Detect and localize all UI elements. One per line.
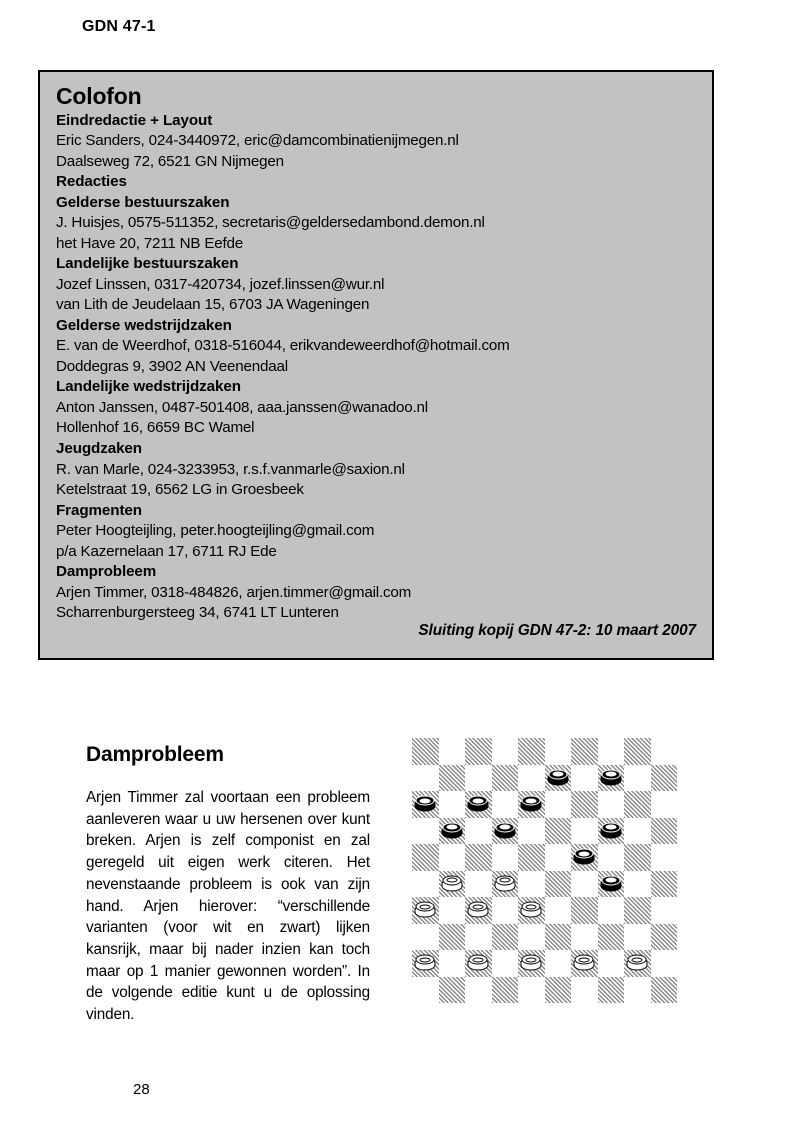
board-square-dark — [598, 977, 625, 1004]
colofon-subheading: Gelderse bestuurszaken — [56, 193, 230, 211]
board-square-light — [545, 897, 572, 924]
board-square-dark — [571, 791, 598, 818]
board-square-dark — [545, 977, 572, 1004]
colofon-text-line: het Have 20, 7211 NB Eefde — [56, 234, 244, 252]
board-square-dark — [545, 765, 572, 792]
board-square-dark — [518, 738, 545, 765]
board-square-dark — [465, 950, 492, 977]
colofon-text-line: J. Huisjes, 0575-511352, secretaris@geldersedambond.demon.nl — [56, 214, 485, 232]
board-square-dark — [571, 738, 598, 765]
board-square-dark — [624, 897, 651, 924]
colofon-subheading: Eindredactie + Layout — [56, 111, 213, 129]
board-square-dark — [598, 818, 625, 845]
board-square-dark — [598, 924, 625, 951]
board-square-light — [439, 950, 466, 977]
piece-center — [420, 798, 431, 803]
board-square-light — [439, 791, 466, 818]
piece-center — [473, 957, 484, 962]
board-square-light — [518, 977, 545, 1004]
board-square-light — [545, 844, 572, 871]
board-square-light — [624, 871, 651, 898]
piece-center — [420, 904, 431, 909]
colofon-text-line: Jozef Linssen, 0317-420734, jozef.linssen@wur.nl — [56, 275, 385, 293]
board-square-dark — [518, 950, 545, 977]
board-square-light — [545, 950, 572, 977]
board-square-dark — [412, 791, 439, 818]
board-square-light — [439, 738, 466, 765]
board-square-light — [492, 897, 519, 924]
piece-center — [579, 851, 590, 856]
board-square-dark — [465, 791, 492, 818]
white-piece — [441, 875, 462, 892]
board-square-dark — [412, 950, 439, 977]
colofon-text-line: Ketelstraat 19, 6562 LG in Groesbeek — [56, 481, 304, 499]
colofon-box — [38, 70, 714, 660]
board-square-dark — [492, 818, 519, 845]
board-square-dark — [439, 977, 466, 1004]
board-square-dark — [518, 844, 545, 871]
page-title: GDN 47-1 — [82, 18, 156, 35]
board-square-dark — [465, 844, 492, 871]
board-square-light — [651, 791, 678, 818]
board-square-light — [545, 791, 572, 818]
colofon-text-line: Peter Hoogteijling, peter.hoogteijling@gmail.com — [56, 522, 375, 540]
board-square-light — [651, 844, 678, 871]
board-square-dark — [651, 871, 678, 898]
board-square-light — [492, 738, 519, 765]
board-square-light — [598, 897, 625, 924]
colofon-subheading: Damprobleem — [56, 563, 157, 581]
colofon-text-line: Eric Sanders, 024-3440972, eric@damcombinatienijmegen.nl — [56, 132, 459, 150]
board-square-light — [598, 844, 625, 871]
black-piece — [521, 796, 542, 813]
colofon-text-line: Daalseweg 72, 6521 GN Nijmegen — [56, 152, 284, 170]
piece-center — [446, 878, 457, 883]
board-square-dark — [624, 738, 651, 765]
board-square-light — [545, 738, 572, 765]
board-square-light — [598, 791, 625, 818]
white-piece — [521, 902, 542, 919]
board-square-dark — [571, 844, 598, 871]
black-piece — [441, 822, 462, 839]
piece-center — [605, 825, 616, 830]
board-square-dark — [624, 950, 651, 977]
board-square-light — [465, 871, 492, 898]
black-piece — [547, 769, 568, 786]
board-square-dark — [465, 738, 492, 765]
board-square-dark — [492, 977, 519, 1004]
board-square-light — [465, 924, 492, 951]
board-square-dark — [571, 897, 598, 924]
board-square-dark — [651, 765, 678, 792]
board-square-dark — [651, 977, 678, 1004]
damprobleem-body-text: Arjen Timmer zal voortaan een probleem aanleveren waar u uw hersenen over kunt breken. Arjen is zelf componist en zal geregeld uit eigen werk citeren. Het nevenstaande probleem is ook van zijn hand. Arjen hierover: “verschillende varianten (voor wit en zwart) lijken kansrijk, maar bij nader inzien kan toch maar op 1 manier gewonnen worden”. In de volgende editie kunt u de oplossing vinden. — [86, 789, 370, 1024]
colofon-text-line: Scharrenburgersteeg 34, 6741 LT Lunteren — [56, 604, 339, 622]
colofon-entries — [56, 111, 696, 624]
damprobleem-heading: Damprobleem — [86, 743, 224, 766]
colofon-text-line: van Lith de Jeudelaan 15, 6703 JA Wageningen — [56, 296, 370, 314]
piece-center — [579, 957, 590, 962]
board-square-light — [571, 818, 598, 845]
white-piece — [468, 902, 489, 919]
board-square-light — [571, 871, 598, 898]
colofon-subheading: Redacties — [56, 173, 127, 191]
piece-center — [526, 798, 537, 803]
board-square-dark — [545, 924, 572, 951]
white-piece — [415, 955, 436, 972]
piece-center — [473, 798, 484, 803]
colofon-text-line: Doddegras 9, 3902 AN Veenendaal — [56, 357, 288, 375]
black-piece — [574, 849, 595, 866]
piece-center — [473, 904, 484, 909]
draughts-board-wrap — [412, 738, 677, 1003]
board-square-light — [412, 871, 439, 898]
board-square-light — [412, 977, 439, 1004]
board-square-light — [571, 765, 598, 792]
board-square-light — [518, 765, 545, 792]
board-square-light — [651, 738, 678, 765]
board-square-dark — [492, 924, 519, 951]
black-piece — [600, 875, 621, 892]
board-square-light — [412, 765, 439, 792]
board-square-dark — [518, 897, 545, 924]
colofon-text-line: Anton Janssen, 0487-501408, aaa.janssen@wanadoo.nl — [56, 398, 428, 416]
board-square-light — [571, 977, 598, 1004]
board-square-light — [651, 897, 678, 924]
board-square-dark — [545, 818, 572, 845]
board-square-dark — [624, 844, 651, 871]
board-square-dark — [412, 738, 439, 765]
white-piece — [521, 955, 542, 972]
page-number: 28 — [133, 1081, 150, 1098]
piece-center — [632, 957, 643, 962]
board-square-dark — [439, 765, 466, 792]
board-square-light — [492, 791, 519, 818]
black-piece — [468, 796, 489, 813]
colofon-deadline: Sluiting kopij GDN 47-2: 10 maart 2007 — [418, 622, 696, 639]
board-square-light — [412, 924, 439, 951]
white-piece — [627, 955, 648, 972]
board-square-dark — [571, 950, 598, 977]
damprobleem-section — [0, 735, 800, 1035]
board-square-light — [412, 818, 439, 845]
board-square-dark — [412, 897, 439, 924]
board-square-light — [492, 950, 519, 977]
black-piece — [494, 822, 515, 839]
colofon-text-line: R. van Marle, 024-3233953, r.s.f.vanmarle@saxion.nl — [56, 460, 405, 478]
board-square-light — [598, 950, 625, 977]
colofon-subheading: Fragmenten — [56, 501, 142, 519]
colofon-subheading: Landelijke bestuurszaken — [56, 255, 239, 273]
piece-center — [420, 957, 431, 962]
board-square-light — [624, 977, 651, 1004]
board-square-dark — [492, 765, 519, 792]
board-square-dark — [624, 791, 651, 818]
board-square-dark — [518, 791, 545, 818]
piece-center — [499, 825, 510, 830]
board-square-dark — [412, 844, 439, 871]
board-square-dark — [545, 871, 572, 898]
white-piece — [494, 875, 515, 892]
board-square-dark — [598, 765, 625, 792]
board-square-light — [571, 924, 598, 951]
black-piece — [415, 796, 436, 813]
board-square-light — [598, 738, 625, 765]
piece-center — [552, 772, 563, 777]
white-piece — [415, 902, 436, 919]
piece-center — [499, 878, 510, 883]
board-square-dark — [651, 818, 678, 845]
colofon-subheading: Gelderse wedstrijdzaken — [56, 316, 232, 334]
colofon-title: Colofon — [56, 83, 142, 109]
board-square-light — [492, 844, 519, 871]
colofon-text-line: Arjen Timmer, 0318-484826, arjen.timmer@gmail.com — [56, 583, 412, 601]
board-square-light — [465, 818, 492, 845]
board-square-dark — [492, 871, 519, 898]
black-piece — [600, 822, 621, 839]
board-square-light — [624, 818, 651, 845]
board-square-light — [624, 924, 651, 951]
board-square-dark — [439, 924, 466, 951]
board-square-light — [651, 950, 678, 977]
piece-center — [605, 772, 616, 777]
board-square-light — [624, 765, 651, 792]
board-square-light — [439, 844, 466, 871]
board-square-dark — [598, 871, 625, 898]
board-square-dark — [465, 897, 492, 924]
board-square-light — [518, 924, 545, 951]
white-piece — [468, 955, 489, 972]
colofon-text-line: Hollenhof 16, 6659 BC Wamel — [56, 419, 255, 437]
board-square-light — [518, 871, 545, 898]
draughts-board — [412, 738, 677, 1003]
colofon-text-line: E. van de Weerdhof, 0318-516044, erikvandeweerdhof@hotmail.com — [56, 337, 510, 355]
piece-center — [605, 878, 616, 883]
board-square-light — [465, 977, 492, 1004]
piece-center — [526, 904, 537, 909]
piece-center — [526, 957, 537, 962]
white-piece — [574, 955, 595, 972]
board-square-dark — [651, 924, 678, 951]
board-square-light — [465, 765, 492, 792]
colofon-subheading: Landelijke wedstrijdzaken — [56, 378, 241, 396]
colofon-subheading: Jeugdzaken — [56, 440, 142, 457]
board-square-light — [439, 897, 466, 924]
piece-center — [446, 825, 457, 830]
board-square-dark — [439, 818, 466, 845]
board-square-dark — [439, 871, 466, 898]
colofon-text-line: p/a Kazernelaan 17, 6711 RJ Ede — [56, 542, 277, 560]
black-piece — [600, 769, 621, 786]
board-square-light — [518, 818, 545, 845]
